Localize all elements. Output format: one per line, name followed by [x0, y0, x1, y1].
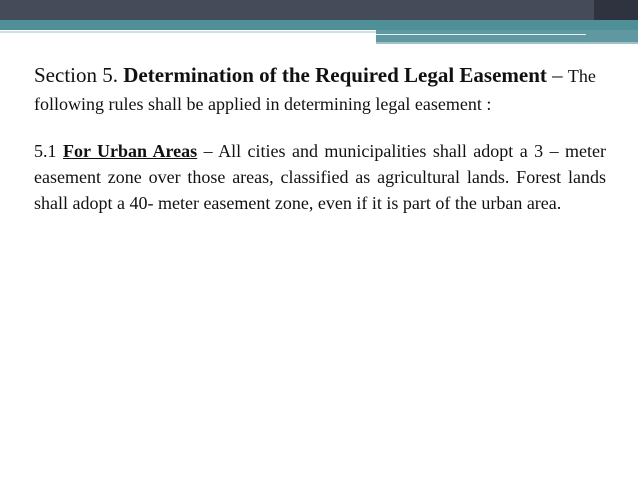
header-divider-line: [0, 31, 376, 33]
section-title: Determination of the Required Legal Easement: [123, 63, 547, 87]
rule-dash: –: [203, 141, 213, 161]
section-heading: [34, 62, 606, 118]
header-thin-accent: [376, 34, 586, 35]
rule-text: All cities and municipalities shall adopt a 3 – meter easement zone over those areas, classified as agricultural lands. Forest lands shall adopt a 40- meter easement zone, even if it is part of the urban area.: [34, 141, 607, 213]
section-dash: –: [552, 63, 563, 87]
section-intro: The following rules shall be applied in determining legal easement :: [34, 66, 596, 114]
header-underline: [376, 42, 638, 44]
rule-number: 5.1: [34, 141, 57, 161]
header-band: [0, 0, 638, 20]
header-corner-block: [594, 0, 638, 20]
slide-content: [34, 62, 606, 216]
header-accent-band: [0, 20, 638, 30]
header-accent-strip: [376, 30, 638, 42]
section-label: Section 5.: [34, 63, 118, 87]
rule-paragraph: [34, 138, 606, 216]
rule-title: For Urban Areas: [62, 141, 198, 161]
